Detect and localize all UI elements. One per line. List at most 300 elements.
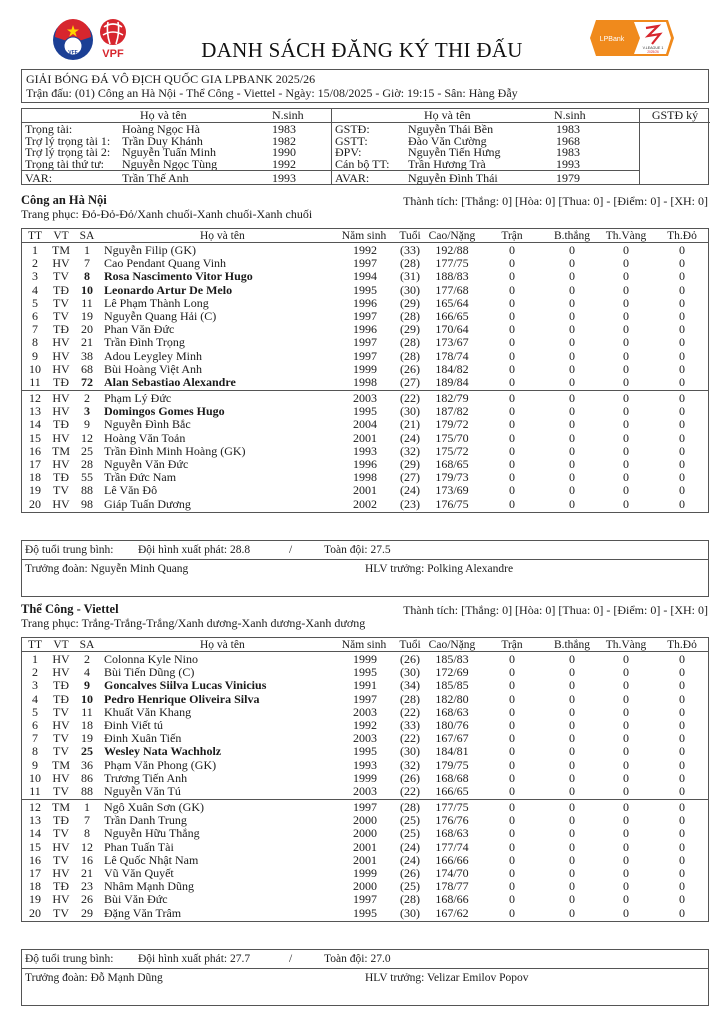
player-td: 0 bbox=[679, 443, 685, 458]
player-vt: HV bbox=[52, 770, 70, 785]
player-vt: HV bbox=[52, 652, 70, 666]
player-tran: 0 bbox=[509, 704, 515, 719]
team-2-average-age: Độ tuổi trung bình: Đội hình xuất phát: 27.7 / Toàn đội: 27.0 bbox=[21, 949, 709, 969]
player-ns: 1993 bbox=[353, 443, 377, 458]
player-tt: 18 bbox=[29, 879, 41, 894]
player-tv: 0 bbox=[623, 269, 629, 284]
player-ns: 1998 bbox=[353, 470, 377, 485]
player-vt: HV bbox=[52, 391, 70, 406]
player-name: Adou Leygley Minh bbox=[104, 348, 202, 363]
officials-right-column bbox=[332, 109, 640, 184]
player-tran: 0 bbox=[509, 879, 515, 894]
player-tv: 0 bbox=[623, 717, 629, 732]
player-name: Cao Pendant Quang Vinh bbox=[104, 256, 227, 271]
player-row bbox=[22, 376, 708, 389]
signature-header: GSTĐ ký bbox=[640, 109, 710, 123]
player-tv: 0 bbox=[623, 652, 629, 666]
officials-table bbox=[21, 108, 709, 185]
player-sa: 9 bbox=[84, 678, 90, 693]
player-sa: 23 bbox=[81, 879, 93, 894]
player-vt: HV bbox=[52, 404, 70, 419]
player-tt: 15 bbox=[29, 839, 41, 854]
player-bt: 0 bbox=[569, 430, 575, 445]
player-age: (33) bbox=[400, 243, 420, 257]
player-bt: 0 bbox=[569, 839, 575, 854]
player-name: Trần Đình Minh Hoàng (GK) bbox=[104, 443, 246, 458]
player-name: Bùi Hoàng Việt Anh bbox=[104, 361, 203, 376]
player-tran: 0 bbox=[509, 905, 515, 920]
player-vt: TM bbox=[52, 800, 70, 815]
player-name: Trần Danh Trung bbox=[104, 813, 187, 828]
player-tran: 0 bbox=[509, 295, 515, 310]
player-row bbox=[22, 693, 708, 706]
player-sa: 1 bbox=[84, 800, 90, 815]
player-hw: 185/85 bbox=[435, 678, 469, 693]
official-row-var: VAR: Trần Thế Anh 1993 bbox=[22, 170, 331, 184]
team-2-name: Thể Công - Viettel bbox=[21, 602, 119, 616]
player-tv: 0 bbox=[623, 866, 629, 880]
player-age: (29) bbox=[400, 457, 420, 471]
player-tt: 10 bbox=[29, 361, 41, 376]
player-vt: TV bbox=[53, 905, 69, 920]
player-tran: 0 bbox=[509, 744, 515, 759]
svg-text:VPF: VPF bbox=[102, 48, 124, 60]
player-row bbox=[22, 907, 708, 920]
player-sa: 12 bbox=[81, 839, 93, 854]
player-ns: 1995 bbox=[353, 905, 377, 920]
player-vt: TV bbox=[53, 852, 69, 867]
player-bt: 0 bbox=[569, 335, 575, 350]
player-tv: 0 bbox=[623, 839, 629, 854]
team-1-roster-table bbox=[21, 228, 709, 513]
player-hw: 180/76 bbox=[435, 717, 469, 732]
player-tran: 0 bbox=[509, 757, 515, 772]
player-sa: 7 bbox=[84, 813, 90, 828]
player-tv: 0 bbox=[623, 282, 629, 297]
player-tv: 0 bbox=[623, 361, 629, 376]
player-tran: 0 bbox=[509, 335, 515, 350]
player-td: 0 bbox=[679, 348, 685, 363]
player-tt: 16 bbox=[29, 852, 41, 867]
player-age: (27) bbox=[400, 374, 420, 389]
player-name: Nguyễn Hữu Thắng bbox=[104, 826, 200, 841]
player-tt: 6 bbox=[32, 308, 38, 323]
player-td: 0 bbox=[679, 879, 685, 894]
player-tran: 0 bbox=[509, 770, 515, 785]
player-hw: 182/79 bbox=[435, 391, 469, 406]
player-name: Ngô Xuân Sơn (GK) bbox=[104, 800, 205, 815]
player-name: Nguyễn Filip (GK) bbox=[104, 243, 196, 257]
player-row bbox=[22, 418, 708, 431]
player-name: Nguyễn Quang Hải (C) bbox=[104, 308, 217, 323]
player-age: (21) bbox=[400, 417, 420, 432]
player-tt: 9 bbox=[32, 757, 38, 772]
player-age: (25) bbox=[400, 813, 420, 828]
player-bt: 0 bbox=[569, 256, 575, 271]
player-tv: 0 bbox=[623, 879, 629, 894]
player-td: 0 bbox=[679, 361, 685, 376]
player-ns: 1991 bbox=[353, 678, 377, 693]
player-tv: 0 bbox=[623, 783, 629, 798]
player-sa: 20 bbox=[81, 322, 93, 337]
player-tt: 14 bbox=[29, 417, 41, 432]
player-td: 0 bbox=[679, 731, 685, 746]
player-age: (29) bbox=[400, 322, 420, 337]
player-sa: 16 bbox=[81, 852, 93, 867]
player-bt: 0 bbox=[569, 826, 575, 841]
player-tran: 0 bbox=[509, 483, 515, 498]
official-row: Cán bộ TT: Trần Hương Trà 1993 bbox=[335, 156, 580, 171]
player-hw: 167/67 bbox=[435, 731, 469, 746]
player-ns: 1992 bbox=[353, 717, 377, 732]
player-hw: 184/81 bbox=[435, 744, 469, 759]
player-hw: 179/73 bbox=[435, 470, 469, 485]
roster-header-row: TT VT SA Họ và tên Năm sinh Tuổi Cao/Nặng Trận B.thắng Th.Vàng Th.Đỏ bbox=[22, 638, 708, 652]
player-vt: TĐ bbox=[53, 282, 69, 297]
player-tran: 0 bbox=[509, 391, 515, 406]
player-vt: HV bbox=[52, 430, 70, 445]
player-age: (22) bbox=[400, 731, 420, 746]
player-tran: 0 bbox=[509, 374, 515, 389]
player-td: 0 bbox=[679, 800, 685, 815]
roster-header-row: TT VT SA Họ và tên Năm sinh Tuổi Cao/Nặng Trận B.thắng Th.Vàng Th.Đỏ bbox=[22, 229, 708, 243]
player-sa: 28 bbox=[81, 457, 93, 471]
player-ns: 2002 bbox=[353, 496, 377, 511]
player-tt: 12 bbox=[29, 800, 41, 815]
player-tt: 4 bbox=[32, 691, 38, 706]
player-tt: 19 bbox=[29, 483, 41, 498]
document-title: DANH SÁCH ĐĂNG KÝ THI ĐẤU bbox=[201, 38, 523, 62]
player-age: (26) bbox=[400, 866, 420, 880]
player-name: Giáp Tuấn Dương bbox=[104, 496, 191, 511]
player-sa: 38 bbox=[81, 348, 93, 363]
player-tran: 0 bbox=[509, 256, 515, 271]
player-tv: 0 bbox=[623, 404, 629, 419]
player-row bbox=[22, 827, 708, 840]
player-sa: 1 bbox=[84, 243, 90, 257]
player-age: (25) bbox=[400, 879, 420, 894]
player-tv: 0 bbox=[623, 905, 629, 920]
player-tv: 0 bbox=[623, 892, 629, 907]
player-sa: 98 bbox=[81, 496, 93, 511]
player-vt: HV bbox=[52, 496, 70, 511]
player-hw: 166/65 bbox=[435, 308, 469, 323]
player-td: 0 bbox=[679, 652, 685, 666]
player-vt: TV bbox=[53, 269, 69, 284]
player-ns: 1999 bbox=[353, 361, 377, 376]
svg-text:LPBank: LPBank bbox=[599, 36, 625, 43]
player-tt: 1 bbox=[32, 652, 38, 666]
player-tv: 0 bbox=[623, 691, 629, 706]
header-year: N.sinh bbox=[272, 108, 304, 122]
player-bt: 0 bbox=[569, 866, 575, 880]
official-row: Trợ lý trọng tài 1: Trần Duy Khánh 1982 bbox=[25, 133, 296, 148]
player-vt: HV bbox=[52, 348, 70, 363]
player-age: (28) bbox=[400, 308, 420, 323]
player-age: (30) bbox=[400, 282, 420, 297]
player-row bbox=[22, 498, 708, 511]
player-tv: 0 bbox=[623, 256, 629, 271]
player-td: 0 bbox=[679, 826, 685, 841]
player-tv: 0 bbox=[623, 430, 629, 445]
player-name: Wesley Nata Wachholz bbox=[104, 744, 222, 759]
player-tv: 0 bbox=[623, 457, 629, 471]
player-vt: TV bbox=[53, 744, 69, 759]
team-1-staff bbox=[21, 560, 709, 597]
player-vt: TV bbox=[53, 783, 69, 798]
player-tt: 2 bbox=[32, 256, 38, 271]
player-ns: 1997 bbox=[353, 256, 377, 271]
player-sa: 25 bbox=[81, 744, 93, 759]
player-sa: 88 bbox=[81, 483, 93, 498]
player-hw: 177/75 bbox=[435, 800, 469, 815]
player-vt: TĐ bbox=[53, 691, 69, 706]
player-hw: 177/68 bbox=[435, 282, 469, 297]
player-age: (24) bbox=[400, 839, 420, 854]
player-tt: 7 bbox=[32, 322, 38, 337]
player-name: Leonardo Artur De Melo bbox=[104, 282, 233, 297]
player-hw: 189/84 bbox=[435, 374, 469, 389]
player-bt: 0 bbox=[569, 483, 575, 498]
player-ns: 2000 bbox=[353, 879, 377, 894]
player-tt: 8 bbox=[32, 744, 38, 759]
player-vt: TĐ bbox=[53, 813, 69, 828]
player-tv: 0 bbox=[623, 348, 629, 363]
player-vt: TV bbox=[53, 295, 69, 310]
player-vt: TV bbox=[53, 308, 69, 323]
player-bt: 0 bbox=[569, 852, 575, 867]
svg-text:VFF: VFF bbox=[68, 50, 78, 56]
player-age: (28) bbox=[400, 256, 420, 271]
player-hw: 188/83 bbox=[435, 269, 469, 284]
player-age: (26) bbox=[400, 361, 420, 376]
player-tt: 4 bbox=[32, 282, 38, 297]
player-tt: 9 bbox=[32, 348, 38, 363]
player-tt: 13 bbox=[29, 813, 41, 828]
player-tv: 0 bbox=[623, 826, 629, 841]
player-tran: 0 bbox=[509, 691, 515, 706]
player-tt: 19 bbox=[29, 892, 41, 907]
head-coach: HLV trưởng: Velizar Emilov Popov bbox=[365, 972, 529, 984]
player-bt: 0 bbox=[569, 757, 575, 772]
player-td: 0 bbox=[679, 852, 685, 867]
player-row bbox=[22, 785, 708, 798]
player-sa: 26 bbox=[81, 892, 93, 907]
head-coach: HLV trưởng: Polking Alexandre bbox=[365, 563, 514, 575]
player-vt: TĐ bbox=[53, 322, 69, 337]
player-td: 0 bbox=[679, 470, 685, 485]
player-tran: 0 bbox=[509, 361, 515, 376]
player-tran: 0 bbox=[509, 852, 515, 867]
player-tv: 0 bbox=[623, 744, 629, 759]
player-tran: 0 bbox=[509, 282, 515, 297]
player-ns: 1997 bbox=[353, 348, 377, 363]
player-row bbox=[22, 745, 708, 758]
player-bt: 0 bbox=[569, 417, 575, 432]
player-tran: 0 bbox=[509, 496, 515, 511]
player-vt: TV bbox=[53, 483, 69, 498]
player-tran: 0 bbox=[509, 783, 515, 798]
player-name: Pedro Henrique Oliveira Silva bbox=[104, 691, 260, 706]
team-1-name: Công an Hà Nội bbox=[21, 193, 107, 207]
player-bt: 0 bbox=[569, 770, 575, 785]
player-vt: HV bbox=[52, 335, 70, 350]
player-tran: 0 bbox=[509, 652, 515, 666]
player-vt: TĐ bbox=[53, 374, 69, 389]
player-sa: 19 bbox=[81, 308, 93, 323]
player-bt: 0 bbox=[569, 652, 575, 666]
player-hw: 168/63 bbox=[435, 704, 469, 719]
player-name: Vũ Văn Quyết bbox=[104, 866, 174, 880]
player-bt: 0 bbox=[569, 295, 575, 310]
player-sa: 10 bbox=[81, 282, 93, 297]
player-tran: 0 bbox=[509, 731, 515, 746]
player-td: 0 bbox=[679, 892, 685, 907]
player-age: (34) bbox=[400, 678, 420, 693]
player-tran: 0 bbox=[509, 430, 515, 445]
player-ns: 1994 bbox=[353, 269, 377, 284]
player-ns: 1995 bbox=[353, 744, 377, 759]
player-ns: 1997 bbox=[353, 892, 377, 907]
player-ns: 1997 bbox=[353, 335, 377, 350]
player-hw: 173/67 bbox=[435, 335, 469, 350]
player-td: 0 bbox=[679, 256, 685, 271]
header-year: N.sinh bbox=[554, 108, 586, 122]
player-sa: 8 bbox=[84, 269, 90, 284]
player-age: (29) bbox=[400, 295, 420, 310]
player-tt: 14 bbox=[29, 826, 41, 841]
player-td: 0 bbox=[679, 744, 685, 759]
player-age: (25) bbox=[400, 826, 420, 841]
player-name: Phạm Văn Phong (GK) bbox=[104, 757, 217, 772]
player-hw: 182/80 bbox=[435, 691, 469, 706]
player-name: Rosa Nascimento Vitor Hugo bbox=[104, 269, 253, 284]
player-hw: 165/64 bbox=[435, 295, 469, 310]
player-row bbox=[22, 350, 708, 363]
player-name: Đinh Xuân Tiến bbox=[104, 731, 182, 746]
player-name: Hoàng Văn Toản bbox=[104, 430, 186, 445]
header-name: Họ và tên bbox=[140, 108, 187, 122]
player-vt: TĐ bbox=[53, 470, 69, 485]
player-bt: 0 bbox=[569, 282, 575, 297]
player-tran: 0 bbox=[509, 826, 515, 841]
player-bt: 0 bbox=[569, 783, 575, 798]
player-age: (28) bbox=[400, 335, 420, 350]
player-td: 0 bbox=[679, 404, 685, 419]
player-age: (26) bbox=[400, 770, 420, 785]
player-tran: 0 bbox=[509, 470, 515, 485]
player-age: (28) bbox=[400, 800, 420, 815]
player-tt: 11 bbox=[29, 783, 41, 798]
player-tran: 0 bbox=[509, 322, 515, 337]
player-vt: TM bbox=[52, 443, 70, 458]
player-tv: 0 bbox=[623, 443, 629, 458]
player-sa: 10 bbox=[81, 691, 93, 706]
player-name: Phan Tuấn Tài bbox=[104, 839, 174, 854]
player-tv: 0 bbox=[623, 417, 629, 432]
player-tt: 12 bbox=[29, 391, 41, 406]
player-ns: 2000 bbox=[353, 813, 377, 828]
lpbank-vleague-logo-icon bbox=[590, 20, 674, 56]
player-td: 0 bbox=[679, 282, 685, 297]
player-ns: 1997 bbox=[353, 308, 377, 323]
team-2-roster-table bbox=[21, 637, 709, 922]
player-ns: 1995 bbox=[353, 282, 377, 297]
player-hw: 168/66 bbox=[435, 892, 469, 907]
player-sa: 8 bbox=[84, 826, 90, 841]
player-hw: 166/66 bbox=[435, 852, 469, 867]
player-sa: 21 bbox=[81, 335, 93, 350]
player-tt: 7 bbox=[32, 731, 38, 746]
team-2-record: Thành tích: [Thắng: 0] [Hòa: 0] [Thua: 0] - [Điểm: 0] - [XH: 0] bbox=[403, 603, 708, 617]
player-row bbox=[22, 772, 708, 785]
player-hw: 179/75 bbox=[435, 757, 469, 772]
player-age: (24) bbox=[400, 852, 420, 867]
player-tv: 0 bbox=[623, 704, 629, 719]
official-row: ĐPV: Nguyễn Tiến Hưng 1983 bbox=[335, 145, 580, 159]
player-tran: 0 bbox=[509, 348, 515, 363]
player-sa: 2 bbox=[84, 391, 90, 406]
player-name: Lê Phạm Thành Long bbox=[104, 295, 209, 310]
player-td: 0 bbox=[679, 905, 685, 920]
player-td: 0 bbox=[679, 866, 685, 880]
team-1-record: Thành tích: [Thắng: 0] [Hòa: 0] [Thua: 0] - [Điểm: 0] - [XH: 0] bbox=[403, 194, 708, 208]
starters-block bbox=[22, 652, 708, 799]
player-bt: 0 bbox=[569, 374, 575, 389]
player-vt: TM bbox=[52, 757, 70, 772]
substitutes-block bbox=[22, 799, 708, 921]
player-td: 0 bbox=[679, 665, 685, 680]
player-sa: 21 bbox=[81, 866, 93, 880]
player-name: Đặng Văn Trâm bbox=[104, 905, 182, 920]
player-row bbox=[22, 679, 708, 692]
player-vt: TV bbox=[53, 826, 69, 841]
player-hw: 175/72 bbox=[435, 443, 469, 458]
player-tran: 0 bbox=[509, 269, 515, 284]
player-vt: TĐ bbox=[53, 678, 69, 693]
player-name: Phan Văn Đức bbox=[104, 322, 175, 337]
official-row: GSTT: Đào Văn Cường 1968 bbox=[335, 133, 580, 148]
player-vt: HV bbox=[52, 361, 70, 376]
substitutes-block bbox=[22, 390, 708, 512]
player-age: (31) bbox=[400, 269, 420, 284]
player-vt: HV bbox=[52, 892, 70, 907]
player-hw: 168/63 bbox=[435, 826, 469, 841]
player-sa: 19 bbox=[81, 731, 93, 746]
player-tt: 5 bbox=[32, 295, 38, 310]
player-tv: 0 bbox=[623, 295, 629, 310]
svg-text:V.LEAGUE 1: V.LEAGUE 1 bbox=[642, 46, 664, 50]
player-tv: 0 bbox=[623, 731, 629, 746]
svg-text:2025/26: 2025/26 bbox=[647, 50, 659, 54]
player-name: Nguyễn Văn Tú bbox=[104, 783, 181, 798]
player-age: (28) bbox=[400, 892, 420, 907]
player-hw: 176/76 bbox=[435, 813, 469, 828]
player-tt: 17 bbox=[29, 457, 41, 471]
team-manager: Trưởng đoàn: Đỗ Mạnh Dũng bbox=[25, 972, 163, 984]
player-name: Bùi Văn Đức bbox=[104, 892, 168, 907]
player-ns: 1999 bbox=[353, 866, 377, 880]
player-sa: 2 bbox=[84, 652, 90, 666]
player-hw: 168/65 bbox=[435, 457, 469, 471]
team-2-staff bbox=[21, 969, 709, 1006]
player-tran: 0 bbox=[509, 404, 515, 419]
player-sa: 3 bbox=[84, 404, 90, 419]
player-td: 0 bbox=[679, 704, 685, 719]
player-bt: 0 bbox=[569, 243, 575, 257]
player-bt: 0 bbox=[569, 678, 575, 693]
player-hw: 192/88 bbox=[435, 243, 469, 257]
